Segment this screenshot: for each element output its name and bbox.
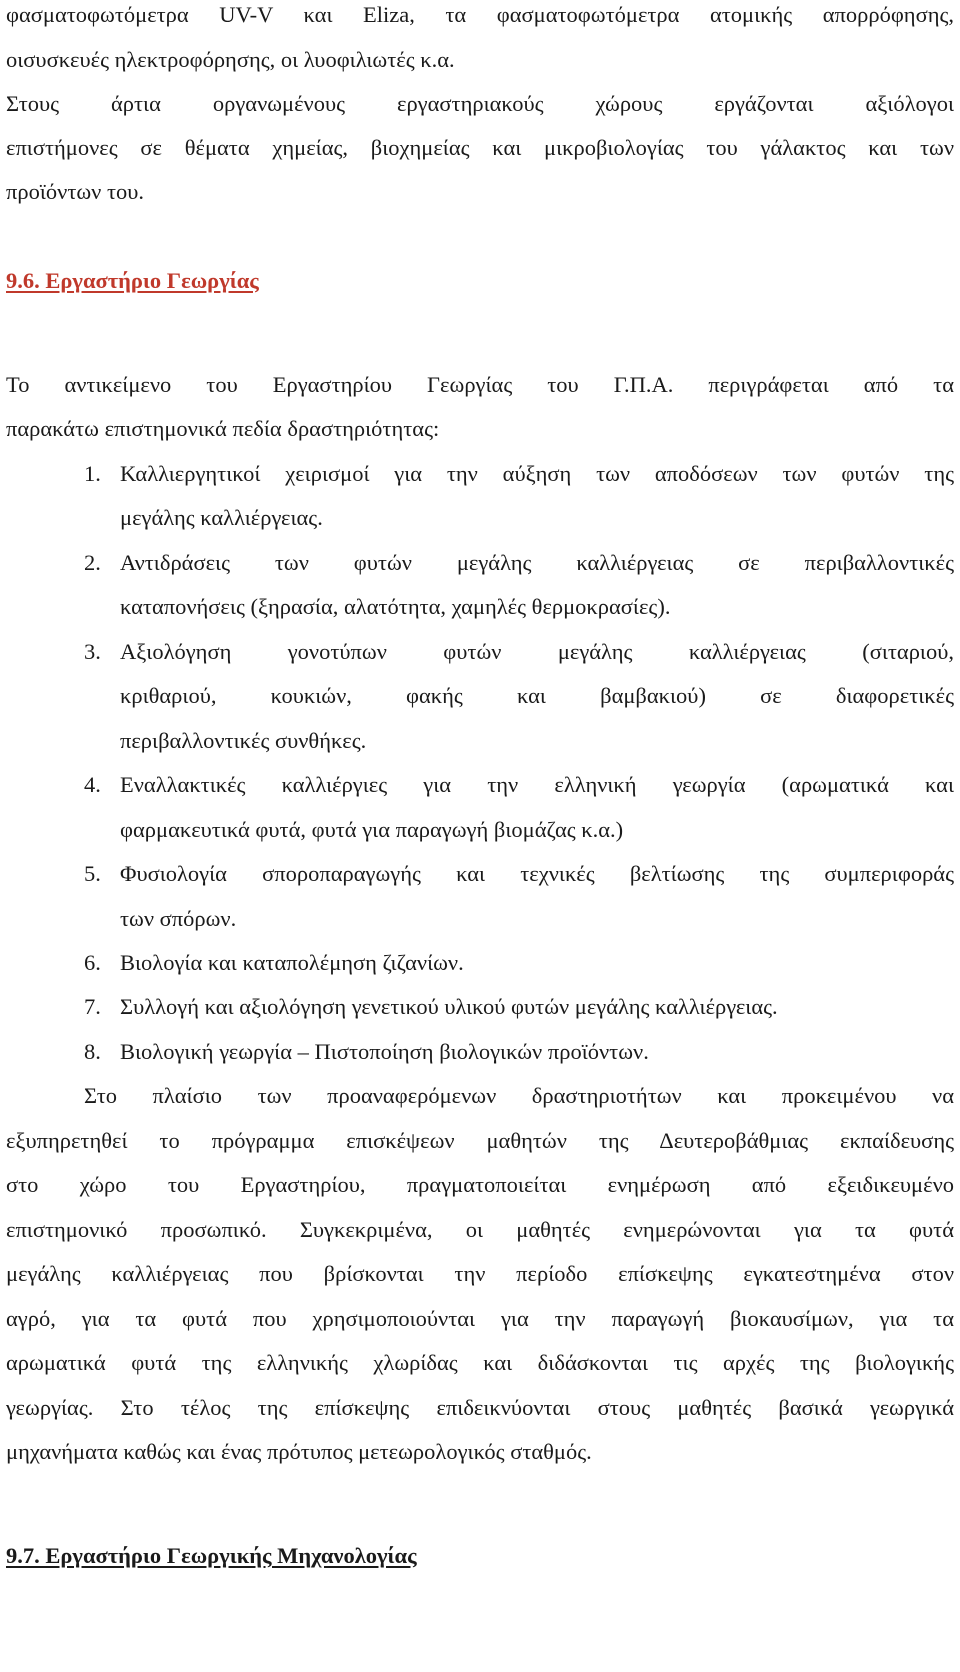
list-item-text: Εναλλακτικές καλλιέργιες για την ελληνική γεωργία (αρωματικά και <box>120 772 954 797</box>
list-item-text: Βιολογική γεωργία – Πιστοποίηση βιολογικών προϊόντων. <box>120 1039 649 1064</box>
list-item-6 <box>84 948 954 978</box>
list-item-number: 7. <box>84 994 101 1019</box>
closing-line-7: αρωματικά φυτά της ελληνικής χλωρίδας και διδάσκονται τις αρχές της βιολογικής <box>6 1350 954 1375</box>
list-item-2 <box>84 548 954 578</box>
intro-line-1: φασματοφωτόμετρα UV-V και Eliza, τα φασματοφωτόμετρα ατομικής απορρόφησης, <box>6 2 954 27</box>
list-item-number: 3. <box>84 639 101 664</box>
list-item-5 <box>84 859 954 889</box>
intro-line-4: επιστήμονες σε θέματα χημείας, βιοχημείας και μικροβιολογίας του γάλακτος και των <box>6 135 954 160</box>
intro-line-3: Στους άρτια οργανωμένους εργαστηριακούς χώρους εργάζονται αξιόλογοι <box>6 91 954 116</box>
list-item-number: 8. <box>84 1039 101 1064</box>
list-item-8 <box>84 1037 954 1067</box>
intro-line-5: προϊόντων του. <box>6 179 145 204</box>
list-item-number: 2. <box>84 550 101 575</box>
section-intro-line-2: παρακάτω επιστημονικά πεδία δραστηριότητας: <box>6 416 440 441</box>
list-item-text: Καλλιεργητικοί χειρισμοί για την αύξηση των αποδόσεων των φυτών της <box>120 461 954 486</box>
list-item-4 <box>84 770 954 800</box>
list-item-number: 6. <box>84 950 101 975</box>
list-item-4-cont: φαρμακευτικά φυτά, φυτά για παραγωγή βιομάζας κ.α.) <box>120 817 624 842</box>
list-item-3-cont-2: περιβαλλοντικές συνθήκες. <box>120 728 367 753</box>
closing-line-5: μεγάλης καλλιέργειας που βρίσκονται την περίοδο επίσκεψης εγκατεστημένα στον <box>6 1261 954 1286</box>
list-item-5-cont: των σπόρων. <box>120 906 237 931</box>
list-item-number: 1. <box>84 461 101 486</box>
list-item-text: Αντιδράσεις των φυτών μεγάλης καλλιέργειας σε περιβαλλοντικές <box>120 550 954 575</box>
list-item-3-cont-1: κριθαριού, κουκιών, φακής και βαμβακιού) σε διαφορετικές <box>120 683 954 708</box>
list-item-text: Βιολογία και καταπολέμηση ζιζανίων. <box>120 950 464 975</box>
section-intro-line-1: Το αντικείμενο του Εργαστηρίου Γεωργίας του Γ.Π.Α. περιγράφεται από τα <box>6 372 954 397</box>
closing-line-4: επιστημονικό προσωπικό. Συγκεκριμένα, οι μαθητές ενημερώνονται για τα φυτά <box>6 1217 954 1242</box>
list-item-1-cont: μεγάλης καλλιέργειας. <box>120 505 323 530</box>
closing-line-6: αγρό, για τα φυτά που χρησιμοποιούνται για την παραγωγή βιοκαυσίμων, για τα <box>6 1306 954 1331</box>
list-item-number: 5. <box>84 861 101 886</box>
list-item-text: Αξιολόγηση γονοτύπων φυτών μεγάλης καλλιέργειας (σιταριού, <box>120 639 954 664</box>
section-heading-9-7: 9.7. Εργαστήριο Γεωργικής Μηχανολογίας <box>6 1543 417 1568</box>
closing-line-1: Στο πλαίσιο των προαναφερόμενων δραστηριοτήτων και προκειμένου να <box>84 1083 954 1108</box>
list-item-2-cont: καταπονήσεις (ξηρασία, αλατότητα, χαμηλές θερμοκρασίες). <box>120 594 671 619</box>
section-heading-9-6: 9.6. Εργαστήριο Γεωργίας <box>6 268 259 293</box>
closing-line-9: μηχανήματα καθώς και ένας πρότυπος μετεωρολογικός σταθμός. <box>6 1439 592 1464</box>
closing-line-2: εξυπηρετηθεί το πρόγραμμα επισκέψεων μαθητών της Δευτεροβάθμιας εκπαίδευσης <box>6 1128 954 1153</box>
closing-line-8: γεωργίας. Στο τέλος της επίσκεψης επιδεικνύονται στους μαθητές βασικά γεωργικά <box>6 1395 954 1420</box>
list-item-text: Φυσιολογία σποροπαραγωγής και τεχνικές βελτίωσης της συμπεριφοράς <box>120 861 954 886</box>
list-item-3 <box>84 637 954 667</box>
intro-line-2: οισυσκευές ηλεκτροφόρησης, οι λυοφιλιωτές κ.α. <box>6 47 455 72</box>
list-item-text: Συλλογή και αξιολόγηση γενετικού υλικού φυτών μεγάλης καλλιέργειας. <box>120 994 778 1019</box>
closing-line-3: στο χώρο του Εργαστηρίου, πραγματοποιείται ενημέρωση από εξειδικευμένο <box>6 1172 954 1197</box>
list-item-number: 4. <box>84 772 101 797</box>
list-item-7 <box>84 992 954 1022</box>
list-item-1 <box>84 459 954 489</box>
